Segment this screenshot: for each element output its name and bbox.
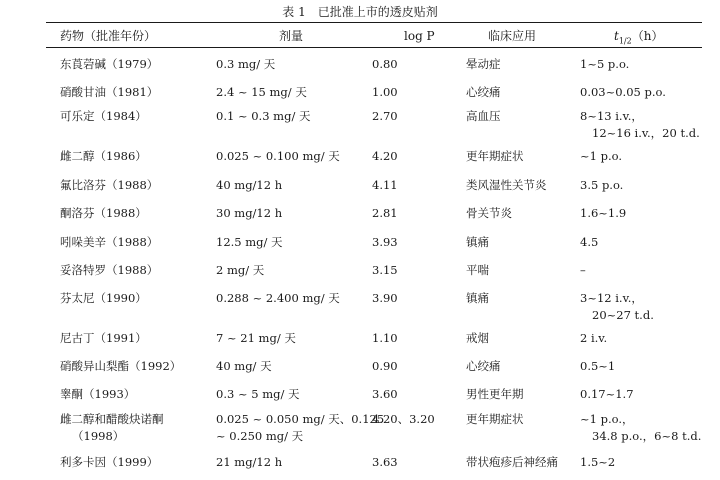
drug-cell: [60, 177, 158, 194]
dose-cell: [216, 290, 340, 307]
drug-cell-line: 硝酸甘油（1981）: [60, 85, 159, 99]
dose-cell-line: 0.1 ~ 0.3 mg/ 天: [216, 109, 311, 123]
clinical-use-cell: [466, 386, 524, 403]
clinical-use-cell: [466, 358, 501, 375]
logp-cell-line: 1.10: [372, 331, 398, 345]
dose-cell: [216, 330, 296, 347]
half-life-cell-line: 1.5~2: [580, 455, 616, 469]
header-drug: 药物（批准年份）: [60, 29, 157, 43]
drug-cell-line: 吲哚美辛（1988）: [60, 235, 159, 249]
drug-cell-line: 可乐定（1984）: [60, 109, 147, 123]
drug-cell: [60, 56, 158, 73]
clinical-use-cell: [466, 205, 512, 222]
clinical-use-cell: [466, 454, 558, 471]
clinical-use-cell-line: 更年期症状: [466, 149, 524, 163]
logp-cell-line: 1.00: [372, 85, 398, 99]
half-life-cell: [580, 56, 629, 73]
clinical-use-cell-line: 类风湿性关节炎: [466, 178, 547, 192]
clinical-use-cell-line: 晕动症: [466, 57, 501, 71]
logp-cell-line: 4.20: [372, 149, 398, 163]
dose-cell-line: 0.025 ~ 0.100 mg/ 天: [216, 149, 340, 163]
half-life-cell: [580, 234, 598, 251]
clinical-use-cell-line: 骨关节炎: [466, 206, 512, 220]
dose-cell: [216, 386, 300, 403]
logp-cell: [372, 177, 398, 194]
table-header-rule: [46, 47, 702, 48]
logp-cell-line: 3.60: [372, 387, 398, 401]
table-caption: 表 1 已批准上市的透皮贴剂: [282, 5, 438, 19]
drug-cell: [60, 358, 181, 375]
half-life-cell-line: 0.03~0.05 p.o.: [580, 85, 666, 99]
logp-cell: [372, 411, 435, 428]
dose-cell-line: 2 mg/ 天: [216, 263, 265, 277]
dose-cell-line: 21 mg/12 h: [216, 455, 283, 469]
half-life-cell-line: 8~13 i.v.，: [580, 109, 643, 123]
clinical-use-cell-line: 更年期症状: [466, 412, 524, 426]
logp-cell-line: 3.93: [372, 235, 398, 249]
logp-cell: [372, 84, 398, 101]
drug-cell-line: 雌二醇和醋酸炔诺酮: [60, 412, 164, 426]
half-life-cell: [580, 108, 700, 141]
logp-cell-line: 3.15: [372, 263, 398, 277]
logp-cell: [372, 290, 398, 307]
clinical-use-cell-line: 镇痛: [466, 291, 489, 305]
dose-cell: [216, 358, 272, 375]
logp-cell: [372, 358, 398, 375]
logp-cell-line: 2.70: [372, 109, 398, 123]
drug-cell: [60, 84, 158, 101]
clinical-use-cell-line: 带状疱疹后神经痛: [466, 455, 558, 469]
drug-cell-line: 睾酮（1993）: [60, 387, 136, 401]
drug-cell-line: 酮洛芬（1988）: [60, 206, 147, 220]
drug-cell: [60, 290, 147, 307]
dose-cell: [216, 84, 307, 101]
logp-cell: [372, 108, 398, 125]
half-life-cell-line: 0.17~1.7: [580, 387, 634, 401]
clinical-use-cell-line: 高血压: [466, 109, 501, 123]
dose-cell-line: 0.025 ~ 0.050 mg/ 天、0.125: [216, 412, 385, 426]
clinical-use-cell-line: 镇痛: [466, 235, 489, 249]
clinical-use-cell-line: 平喘: [466, 263, 489, 277]
clinical-use-cell: [466, 84, 501, 101]
drug-cell-line: 利多卡因（1999）: [60, 455, 159, 469]
logp-cell: [372, 386, 398, 403]
header-thalf-subscript: 1/2: [618, 36, 632, 46]
half-life-cell-line: 1~5 p.o.: [580, 57, 630, 71]
logp-cell-line: 0.80: [372, 57, 398, 71]
drug-cell-line: 芬太尼（1990）: [60, 291, 147, 305]
clinical-use-cell-line: 戒烟: [466, 331, 489, 345]
clinical-use-cell-line: 心绞痛: [466, 359, 501, 373]
clinical-use-cell-line: 心绞痛: [466, 85, 501, 99]
logp-cell: [372, 148, 398, 165]
half-life-cell-line: 0.5~1: [580, 359, 616, 373]
clinical-use-cell: [466, 411, 524, 428]
half-life-cell: [580, 386, 634, 403]
drug-cell: [60, 386, 135, 403]
header-logp: log P: [404, 29, 435, 43]
half-life-cell: [580, 330, 607, 347]
clinical-use-cell-line: 男性更年期: [466, 387, 524, 401]
drug-cell-line: 硝酸异山梨酯（1992）: [60, 359, 182, 373]
drug-cell-line: 尼古丁（1991）: [60, 331, 147, 345]
clinical-use-cell: [466, 177, 547, 194]
header-thalf-unit: （h）: [631, 29, 664, 43]
half-life-cell-line: 4.5: [580, 235, 599, 249]
half-life-cell-line: 3.5 p.o.: [580, 178, 624, 192]
half-life-cell-line: 3~12 i.v.，: [580, 291, 643, 305]
dose-cell-line: 0.3 mg/ 天: [216, 57, 276, 71]
clinical-use-cell: [466, 148, 524, 165]
dose-cell: [216, 205, 282, 222]
drug-cell-line: 妥洛特罗（1988）: [60, 263, 159, 277]
drug-cell: [60, 411, 164, 444]
logp-cell: [372, 56, 398, 73]
half-life-cell: [580, 411, 701, 444]
drug-cell-line: 东莨菪碱（1979）: [60, 57, 159, 71]
logp-cell-line: 0.90: [372, 359, 398, 373]
drug-cell: [60, 205, 147, 222]
clinical-use-cell: [466, 330, 489, 347]
half-life-cell: [580, 358, 615, 375]
logp-cell-line: 2.81: [372, 206, 398, 220]
logp-cell-line: 4.20、3.20: [372, 412, 435, 426]
drug-cell: [60, 234, 158, 251]
clinical-use-cell: [466, 108, 501, 125]
half-life-cell: [580, 205, 626, 222]
logp-cell-line: 3.63: [372, 455, 398, 469]
half-life-cell: [580, 454, 615, 471]
dose-cell: [216, 234, 283, 251]
dose-cell: [216, 108, 310, 125]
logp-cell: [372, 330, 398, 347]
half-life-cell: [580, 84, 666, 101]
dose-cell-line: 12.5 mg/ 天: [216, 235, 283, 249]
half-life-cell: [580, 148, 622, 165]
header-dose: 剂量: [279, 29, 304, 43]
drug-cell: [60, 262, 158, 279]
dose-cell: [216, 56, 275, 73]
header-thalf-symbol: t: [614, 29, 619, 43]
half-life-cell-line: 2 i.v.: [580, 331, 608, 345]
half-life-cell: [580, 290, 654, 323]
drug-cell: [60, 330, 147, 347]
logp-cell: [372, 205, 398, 222]
logp-cell: [372, 262, 398, 279]
logp-cell: [372, 454, 398, 471]
half-life-cell-line: –: [580, 263, 586, 277]
drug-cell: [60, 108, 147, 125]
dose-cell: [216, 148, 340, 165]
dose-cell-line: 2.4 ~ 15 mg/ 天: [216, 85, 307, 99]
drug-cell-line: （1998）: [72, 428, 125, 443]
dose-cell-line: 7 ~ 21 mg/ 天: [216, 331, 296, 345]
dose-cell-line: 40 mg/ 天: [216, 359, 272, 373]
header-use: 临床应用: [488, 29, 537, 43]
drug-cell: [60, 148, 147, 165]
dose-cell: [216, 411, 384, 444]
drug-cell-line: 雌二醇（1986）: [60, 149, 147, 163]
logp-cell-line: 4.11: [372, 178, 398, 192]
clinical-use-cell: [466, 290, 489, 307]
dose-cell-line: 0.288 ~ 2.400 mg/ 天: [216, 291, 340, 305]
dose-cell-line: 30 mg/12 h: [216, 206, 283, 220]
half-life-cell: [580, 177, 623, 194]
dose-cell: [216, 262, 264, 279]
clinical-use-cell: [466, 234, 489, 251]
half-life-cell-line: 12~16 i.v.，20 t.d.: [592, 125, 700, 140]
half-life-cell-line: 34.8 p.o.，6~8 t.d.: [592, 428, 702, 443]
dose-cell-line: ~ 0.250 mg/ 天: [216, 428, 304, 443]
clinical-use-cell: [466, 56, 501, 73]
logp-cell-line: 3.90: [372, 291, 398, 305]
table-top-rule: [46, 22, 702, 23]
half-life-cell-line: ~1 p.o.: [580, 149, 623, 163]
logp-cell: [372, 234, 398, 251]
dose-cell: [216, 177, 282, 194]
clinical-use-cell: [466, 262, 489, 279]
half-life-cell-line: ~1 p.o.，: [580, 412, 634, 426]
header-thalf: [614, 29, 663, 48]
dose-cell-line: 0.3 ~ 5 mg/ 天: [216, 387, 300, 401]
dose-cell: [216, 454, 282, 471]
half-life-cell-line: 1.6~1.9: [580, 206, 627, 220]
drug-cell-line: 氟比洛芬（1988）: [60, 178, 159, 192]
half-life-cell: [580, 262, 586, 279]
drug-cell: [60, 454, 158, 471]
half-life-cell-line: 20~27 t.d.: [592, 307, 654, 322]
dose-cell-line: 40 mg/12 h: [216, 178, 283, 192]
